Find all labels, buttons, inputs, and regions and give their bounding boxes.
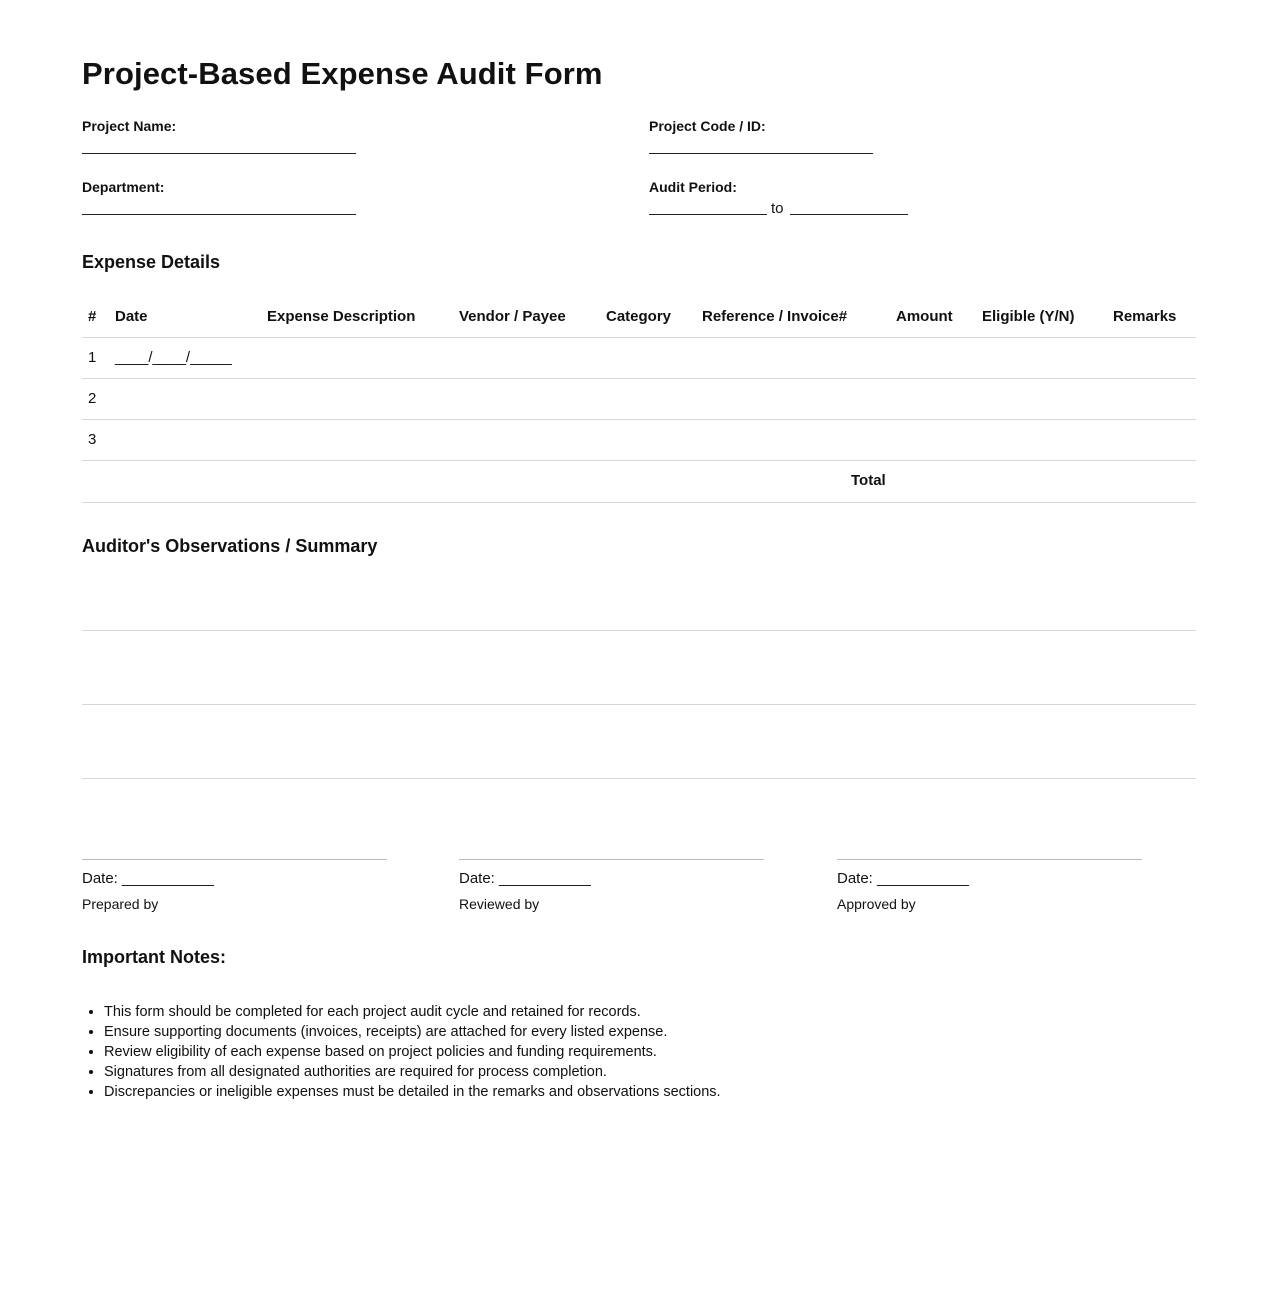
reviewed-by-label: Reviewed by: [459, 896, 540, 912]
audit-period-to-text: to: [771, 200, 784, 217]
column-header-vendor: Vendor / Payee: [459, 308, 566, 325]
row-number: 1: [88, 349, 97, 366]
project-name-field[interactable]: [82, 153, 356, 154]
list-item: • Signatures from all designated authorities are required for process completion.: [104, 1062, 721, 1082]
list-item: • Discrepancies or ineligible expenses must be detailed in the remarks and observations sections.: [104, 1082, 721, 1102]
column-header-eligible: Eligible (Y/N): [982, 308, 1075, 325]
list-item: • Review eligibility of each expense based on project policies and funding requirements.: [104, 1042, 721, 1062]
observation-line[interactable]: [82, 630, 1196, 631]
list-item: • Ensure supporting documents (invoices, receipts) are attached for every listed expense.: [104, 1022, 721, 1042]
audit-period-label: Audit Period:: [649, 179, 737, 195]
table-row: [82, 337, 1196, 379]
approved-by-signature-line[interactable]: [837, 859, 1142, 860]
prepared-by-signature-line[interactable]: [82, 859, 387, 860]
important-notes-title: Important Notes:: [82, 947, 226, 967]
approved-by-date[interactable]: Date: ___________: [837, 870, 969, 887]
column-header-date: Date: [115, 308, 148, 325]
total-label: Total: [851, 472, 886, 489]
table-row: [82, 378, 1196, 420]
column-header-number: #: [88, 308, 97, 325]
department-label: Department:: [82, 179, 165, 195]
project-name-label: Project Name:: [82, 118, 177, 134]
column-header-remarks: Remarks: [1113, 308, 1177, 325]
prepared-by-label: Prepared by: [82, 896, 159, 912]
notes-list: [82, 1002, 721, 1102]
row-number: 2: [88, 390, 97, 407]
list-item: • This form should be completed for each project audit cycle and retained for records.: [104, 1002, 721, 1022]
project-code-field[interactable]: [649, 153, 873, 154]
observations-title: Auditor's Observations / Summary: [82, 536, 378, 556]
date-field[interactable]: ____/____/_____: [115, 349, 232, 366]
column-header-reference: Reference / Invoice#: [702, 308, 848, 325]
audit-period-end-field[interactable]: [790, 214, 908, 215]
row-number: 3: [88, 431, 97, 448]
column-header-description: Expense Description: [267, 308, 416, 325]
column-header-category: Category: [606, 308, 672, 325]
prepared-by-date[interactable]: Date: ___________: [82, 870, 214, 887]
observation-line[interactable]: [82, 704, 1196, 705]
approved-by-label: Approved by: [837, 896, 916, 912]
audit-period-start-field[interactable]: [649, 214, 767, 215]
department-field[interactable]: [82, 214, 356, 215]
reviewed-by-signature-line[interactable]: [459, 859, 764, 860]
reviewed-by-date[interactable]: Date: ___________: [459, 870, 591, 887]
column-header-amount: Amount: [896, 308, 953, 325]
expense-details-title: Expense Details: [82, 252, 221, 272]
project-code-label: Project Code / ID:: [649, 118, 766, 134]
page-title: Project-Based Expense Audit Form: [82, 56, 603, 91]
table-row: [82, 419, 1196, 461]
observation-line[interactable]: [82, 778, 1196, 779]
total-row: [82, 460, 1196, 503]
